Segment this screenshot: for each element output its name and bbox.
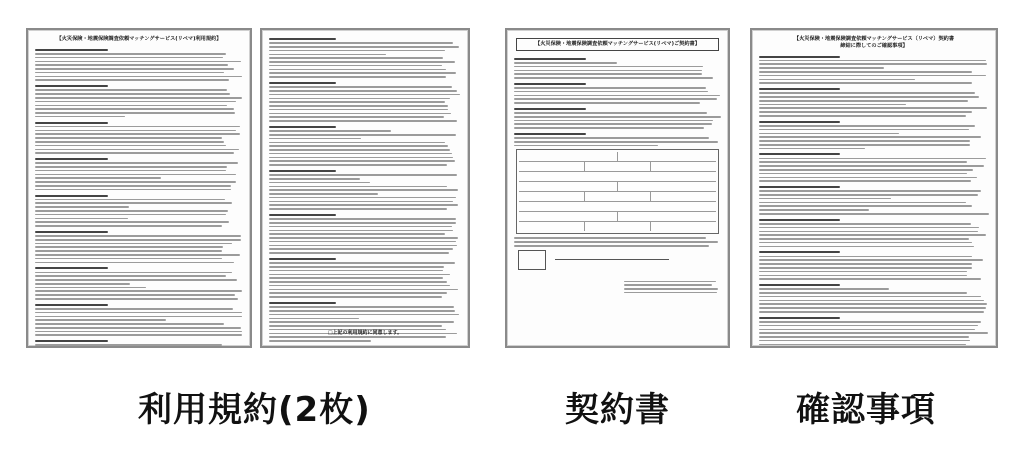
text-line [759,263,972,265]
text-line [269,248,453,250]
form-cell [651,162,716,171]
text-line [759,158,986,160]
text-line [35,206,129,208]
text-line [35,195,108,197]
text-line [35,116,125,118]
text-line [35,85,108,87]
text-line [759,92,975,94]
text-line [35,254,240,256]
text-line [759,231,978,233]
text-line [759,60,986,62]
text-line [269,266,444,268]
form-row [519,192,716,202]
text-line [759,284,840,286]
caption-confirmation: 確認事項 [796,390,936,430]
text-line [35,126,240,128]
text-line [35,79,229,81]
text-line [269,76,446,78]
form-cell [618,182,716,191]
text-line [35,141,224,143]
caption-terms: 利用規約(2枚) [138,390,371,430]
text-line [759,278,981,280]
text-line [269,258,336,260]
text-line [759,202,966,204]
text-line [269,138,361,140]
text-line [759,303,987,305]
text-line [514,83,586,85]
text-line [759,71,972,73]
text-line [269,186,447,188]
text-line [514,237,706,239]
text-line [269,82,336,84]
form-cell [519,212,618,221]
form-row [519,172,716,182]
form-row [519,182,716,192]
contract-document [505,28,730,348]
text-line [759,173,967,175]
text-line [514,102,700,104]
form-cell [585,192,651,201]
text-line [759,329,975,331]
text-line [269,314,459,316]
text-line [759,336,969,338]
text-line [269,218,456,220]
text-line [35,49,108,51]
text-line [35,275,226,277]
text-line [269,113,451,115]
text-line [269,193,378,195]
text-line [514,73,702,75]
text-line [269,340,371,342]
text-line [35,294,235,296]
terms-page-2-body [269,36,461,348]
text-line [35,162,238,164]
text-line [759,259,983,261]
text-line [35,108,234,110]
text-line [759,121,840,123]
terms-page-1-body [35,47,243,348]
text-line [35,250,222,252]
text-line [35,112,235,114]
text-line [35,199,225,201]
text-line [35,231,108,233]
text-line [269,302,336,304]
text-line [269,292,447,294]
form-cell [519,192,585,201]
terms-title: 【火災保険・地震保険調査依頼マッチングサービス(リペマ)利用規約】 [56,36,222,42]
form-cell [618,212,716,221]
text-line [269,252,449,254]
text-line [269,346,336,348]
text-line [35,97,242,99]
text-line [759,223,971,225]
text-line [269,281,447,283]
text-line [35,64,228,66]
contract-outro [514,237,721,246]
text-line [759,161,967,163]
text-line [759,251,840,253]
text-line [514,145,658,147]
text-line [514,87,706,89]
text-line [759,79,915,81]
text-line [35,267,108,269]
text-line [759,82,972,84]
text-line [514,77,713,79]
text-line [35,130,236,132]
signature-line [555,247,669,260]
text-line [35,304,108,306]
caption-contract: 契約書 [565,390,670,430]
text-line [759,133,899,135]
text-line [35,61,241,63]
text-line [759,227,979,229]
form-cell [651,222,716,231]
text-line [35,174,236,176]
text-line [759,56,840,58]
text-line [759,256,972,258]
text-line [35,316,242,318]
text-line [269,170,336,172]
text-line [269,321,454,323]
confirmation-document [750,28,998,348]
form-row [519,222,716,231]
text-line [269,178,360,180]
form-row [519,162,716,172]
text-line [269,72,456,74]
text-line [514,123,712,125]
text-line [269,230,453,232]
text-line [35,243,232,245]
form-cell [519,152,618,161]
text-line [269,126,336,128]
text-line [35,145,226,147]
text-line [514,98,717,100]
text-line [35,122,108,124]
contract-signature-area [514,247,721,277]
text-line [35,170,226,172]
text-line [759,190,981,192]
text-line [35,149,239,151]
contract-company-info [624,281,721,294]
text-line [269,54,386,56]
text-line [269,145,448,147]
form-row [519,202,716,212]
text-line [35,246,223,248]
text-line [269,86,452,88]
text-line [514,116,721,118]
text-line [759,288,889,290]
text-line [269,189,458,191]
text-line [759,271,967,273]
text-line [759,115,966,117]
text-line [759,169,973,171]
text-line [759,104,906,106]
text-line [35,225,222,227]
text-line [269,296,442,298]
text-line [269,46,459,48]
text-line [269,318,359,320]
text-line [269,134,456,136]
form-cell [519,182,618,191]
text-line [269,98,450,100]
text-line [514,133,586,135]
text-line [269,262,455,264]
text-line [269,204,458,206]
text-line [35,137,222,139]
text-line [269,109,448,111]
text-line [35,334,242,336]
text-line [269,285,450,287]
text-line [624,284,712,286]
confirmation-title-line1: 【火災保険・地震保険調査依頼マッチングサービス（リペマ）契約書 [793,36,955,42]
text-line [35,152,234,154]
text-line [269,270,443,272]
text-line [759,88,840,90]
text-line [35,214,226,216]
text-line [269,116,444,118]
text-line [759,75,986,77]
text-line [35,218,128,220]
confirmation-title-line2: 締結に際してのご確認事項】 [840,42,908,49]
text-line [269,336,446,338]
text-line [514,137,709,139]
text-line [35,166,227,168]
text-line [759,246,974,248]
text-line [269,94,460,96]
text-line [759,292,967,294]
text-line [759,300,984,302]
text-line [269,50,445,52]
text-line [35,181,236,183]
text-line [35,319,166,321]
text-line [269,274,450,276]
text-line [35,239,241,241]
text-line [269,237,458,239]
text-line [269,214,336,216]
form-cell [519,202,716,211]
text-line [35,262,234,264]
text-line [759,307,986,309]
text-line [269,233,445,235]
contract-title: 【火災保険・地震保険調査依頼マッチングサービス(リペマ)ご契約書】 [516,38,719,51]
text-line [514,70,702,72]
text-line [514,58,586,60]
text-line [35,327,241,329]
stamp-box [518,250,546,270]
contract-intro [514,56,721,147]
text-line [514,95,720,97]
text-line [35,331,242,333]
text-line [759,267,972,269]
text-line [759,125,975,127]
form-cell [585,162,651,171]
text-line [759,198,891,200]
text-line [269,130,391,132]
text-line [35,312,242,314]
text-line [35,158,108,160]
text-line [759,153,840,155]
text-line [35,105,227,107]
text-line [759,340,970,342]
text-line [759,296,981,298]
text-line [759,234,986,236]
text-line [35,93,230,95]
text-line [759,148,865,150]
text-line [269,174,457,176]
text-line [514,141,718,143]
text-line [35,202,232,204]
text-line [269,182,370,184]
text-line [759,205,972,207]
text-line [269,241,456,243]
text-line [35,258,222,260]
text-line [759,165,984,167]
text-line [35,308,233,310]
text-line [269,208,447,210]
text-line [269,38,336,40]
text-line [35,235,241,237]
text-line [514,112,707,114]
text-line [35,177,161,179]
text-line [35,89,227,91]
text-line [269,157,453,159]
text-line [35,290,242,292]
text-line [759,213,989,215]
text-line [759,344,966,346]
text-line [759,177,977,179]
text-line [759,325,978,327]
text-line [514,108,586,110]
text-line [269,160,455,162]
text-line [269,325,442,327]
text-line [35,185,231,187]
text-line [269,149,450,151]
text-line [35,68,234,70]
text-line [759,144,970,146]
text-line [759,321,981,323]
text-line [35,283,130,285]
text-line [269,277,443,279]
text-line [269,120,457,122]
terms-agree-checkbox-label: □上記の利用規約に同意します。 [327,330,403,336]
text-line [759,100,968,102]
text-line [269,226,452,228]
text-line [269,197,456,199]
text-line [759,111,972,113]
text-line [759,219,840,221]
text-line [759,186,840,188]
text-line [514,62,617,64]
text-line [269,310,455,312]
text-line [35,287,146,289]
text-line [624,281,716,283]
text-line [759,180,971,182]
text-line [269,245,457,247]
text-line [269,222,456,224]
terms-page-1 [26,28,252,348]
text-line [35,189,231,191]
text-line [35,221,229,223]
text-line [269,306,454,308]
text-line [269,142,445,144]
text-line [35,298,238,300]
text-line [35,53,226,55]
text-line [269,164,447,166]
form-cell [651,192,716,201]
terms-page-2 [260,28,470,348]
text-line [269,105,448,107]
text-line [759,332,988,334]
text-line [514,241,718,243]
text-line [759,129,969,131]
text-line [759,140,970,142]
text-line [269,289,458,291]
form-cell [519,162,585,171]
confirmation-body [759,54,989,349]
text-line [759,136,981,138]
text-line [35,340,108,342]
text-line [269,57,443,59]
text-line [269,153,452,155]
text-line [624,292,717,294]
text-line [269,42,453,44]
text-line [514,127,704,129]
text-line [759,67,884,69]
text-line [35,272,232,274]
text-line [35,323,224,325]
contract-form-table [516,149,719,234]
text-line [269,65,442,67]
text-line [759,63,987,65]
text-line [759,194,978,196]
text-line [759,238,969,240]
text-line [624,288,718,290]
text-line [759,317,840,319]
text-line [759,311,984,313]
text-line [759,275,967,277]
text-line [514,66,703,68]
text-line [269,201,453,203]
text-line [269,61,455,63]
text-line [35,57,223,59]
text-line [269,90,457,92]
form-cell [519,172,716,181]
text-line [35,344,222,346]
text-line [759,96,979,98]
text-line [759,107,987,109]
text-line [269,101,445,103]
form-cell [519,222,585,231]
text-line [759,242,972,244]
text-line [35,76,242,78]
text-line [35,210,228,212]
form-row [519,152,716,162]
text-line [269,69,446,71]
text-line [514,91,708,93]
text-line [35,72,224,74]
text-line [35,279,237,281]
form-cell [618,152,716,161]
text-line [759,209,869,211]
text-line [35,101,236,103]
form-cell [585,222,651,231]
text-line [35,133,240,135]
form-row [519,212,716,222]
text-line [514,120,713,122]
